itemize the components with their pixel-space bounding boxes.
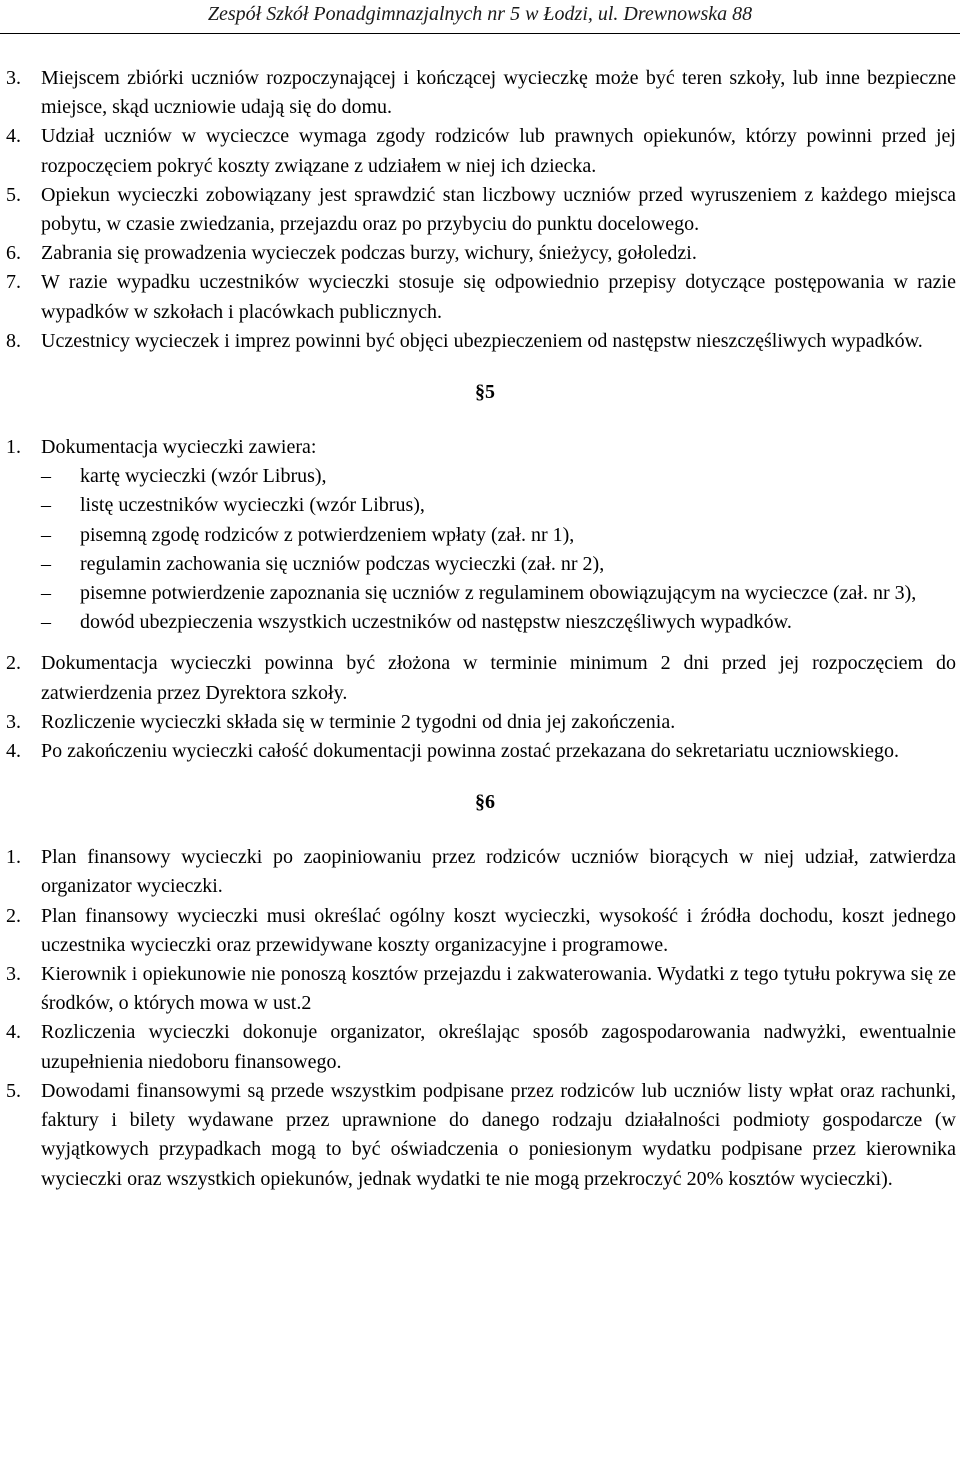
spacer bbox=[6, 637, 956, 649]
dash-list-item bbox=[6, 579, 956, 608]
dash-item-text: pisemną zgodę rodziców z potwierdzeniem wpłaty (zał. nr 1), bbox=[80, 523, 575, 546]
dash-bullet: – bbox=[41, 523, 51, 546]
list-item bbox=[6, 1077, 956, 1194]
item-number: 2. bbox=[6, 652, 21, 675]
item-number: 3. bbox=[6, 963, 21, 986]
spacer bbox=[6, 817, 956, 843]
item-text: Po zakończeniu wycieczki całość dokumentacji powinna zostać przekazana do sekretariatu uczniowskiego. bbox=[41, 740, 899, 763]
list-item bbox=[6, 708, 956, 737]
dash-item-text: kartę wycieczki (wzór Librus), bbox=[80, 465, 327, 488]
item-text: Plan finansowy wycieczki musi określać ogólny koszt wycieczki, wysokość i źródła dochodu, koszt jednego uczestnika wycieczki oraz przewidywane koszty organizacyjne i programowe. bbox=[41, 904, 956, 956]
item-text: Uczestnicy wycieczek i imprez powinni być objęci ubezpieczeniem od następstw nieszczęśliwych wypadków. bbox=[41, 329, 923, 352]
list-item bbox=[6, 1018, 956, 1076]
item-number: 5. bbox=[6, 183, 21, 206]
section-heading: §5 bbox=[475, 381, 495, 404]
list-item bbox=[6, 433, 956, 462]
item-number: 4. bbox=[6, 740, 21, 763]
dash-item-text: pisemne potwierdzenie zapoznania się uczniów z regulaminem obowiązującym na wycieczce (zał. nr 3), bbox=[80, 582, 917, 605]
item-number: 2. bbox=[6, 904, 21, 927]
dash-list-item bbox=[6, 462, 956, 491]
list-item bbox=[6, 122, 956, 180]
item-number: 3. bbox=[6, 67, 21, 89]
item-number: 1. bbox=[6, 846, 21, 869]
dash-list-item bbox=[6, 491, 956, 520]
dash-bullet: – bbox=[41, 465, 51, 488]
item-text: Dokumentacja wycieczki zawiera: bbox=[41, 436, 317, 459]
document-body bbox=[6, 64, 956, 1194]
item-number: 7. bbox=[6, 271, 21, 294]
dash-item-text: dowód ubezpieczenia wszystkich uczestników od następstw nieszczęśliwych wypadków. bbox=[80, 611, 792, 634]
dash-bullet: – bbox=[41, 552, 51, 575]
item-number: 8. bbox=[6, 329, 21, 352]
item-text: Miejscem zbiórki uczniów rozpoczynającej i kończącej wycieczkę może być teren szkoły, lub inne bezpieczne miejsce, skąd uczniowie udają się do domu. bbox=[41, 67, 956, 119]
item-text: Zabrania się prowadzenia wycieczek podczas burzy, wichury, śnieżycy, gołoledzi. bbox=[41, 242, 697, 265]
spacer bbox=[6, 766, 956, 787]
item-text: Plan finansowy wycieczki po zaopiniowaniu przez rodziców uczniów biorących w niej udział, zatwierdza organizator wycieczki. bbox=[41, 846, 956, 898]
list-item bbox=[6, 327, 956, 356]
list-item bbox=[6, 843, 956, 901]
dash-item-text: listę uczestników wycieczki (wzór Librus), bbox=[80, 494, 425, 517]
section-heading: §6 bbox=[475, 791, 495, 814]
list-item bbox=[6, 239, 956, 268]
header-rule bbox=[0, 33, 960, 34]
item-text: Rozliczenia wycieczki dokonuje organizator, określając sposób zagospodarowania nadwyżki, ewentualnie uzupełnienia niedoboru finansowego. bbox=[41, 1021, 956, 1073]
dash-bullet: – bbox=[41, 582, 51, 605]
dash-bullet: – bbox=[41, 611, 51, 634]
item-text: Rozliczenie wycieczki składa się w terminie 2 tygodni od dnia jej zakończenia. bbox=[41, 710, 676, 733]
list-item bbox=[6, 181, 956, 239]
spacer bbox=[6, 407, 956, 433]
item-number: 4. bbox=[6, 1021, 21, 1044]
item-text: W razie wypadku uczestników wycieczki stosuje się odpowiednio przepisy dotyczące postępowania w razie wypadków w szkołach i placówkach publicznych. bbox=[41, 271, 956, 323]
list-item bbox=[6, 902, 956, 960]
dash-bullet: – bbox=[41, 494, 51, 517]
list-item bbox=[6, 268, 956, 326]
item-text: Udział uczniów w wycieczce wymaga zgody rodziców lub prawnych opiekunów, którzy powinni przed jej rozpoczęciem pokryć koszty związane z udziałem w niej ich dziecka. bbox=[41, 125, 956, 177]
item-text: Dowodami finansowymi są przede wszystkim podpisane przez rodziców lub uczniów listy wpłat oraz rachunki, faktury i bilety wydawane przez uprawnione do danego rodzaju działalności podmioty gospodarcze (w wyjątkowych przypadkach mogą to być oświadczenia o poniesionym wydatku podpisane przez kierownika wycieczki oraz wszystkich opiekunów, jednak wydatki te nie mogą przekroczyć 20% kosztów wycieczki). bbox=[41, 1079, 956, 1190]
item-number: 5. bbox=[6, 1079, 21, 1102]
dash-list-item bbox=[6, 550, 956, 579]
dash-list-item bbox=[6, 521, 956, 550]
list-item bbox=[6, 64, 956, 122]
item-number: 3. bbox=[6, 710, 21, 733]
list-item bbox=[6, 649, 956, 707]
list-item bbox=[6, 960, 956, 1018]
page-header: Zespół Szkół Ponadgimnazjalnych nr 5 w Łodzi, ul. Drewnowska 88 bbox=[207, 3, 753, 25]
item-text: Dokumentacja wycieczki powinna być złożona w terminie minimum 2 dni przed jej rozpoczęciem do zatwierdzenia przez Dyrektora szkoły. bbox=[41, 652, 956, 704]
dash-list-item bbox=[6, 608, 956, 637]
item-number: 6. bbox=[6, 242, 21, 265]
item-number: 4. bbox=[6, 125, 21, 148]
spacer bbox=[6, 356, 956, 377]
item-number: 1. bbox=[6, 436, 21, 459]
item-text: Kierownik i opiekunowie nie ponoszą kosztów przejazdu i zakwaterowania. Wydatki z tego tytułu pokrywa się ze środków, o których mowa w ust.2 bbox=[41, 963, 956, 1015]
dash-item-text: regulamin zachowania się uczniów podczas wycieczki (zał. nr 2), bbox=[80, 552, 605, 575]
item-text: Opiekun wycieczki zobowiązany jest sprawdzić stan liczbowy uczniów przed wyruszeniem z każdego miejsca pobytu, w czasie zwiedzania, przejazdu oraz po przybyciu do punktu docelowego. bbox=[41, 183, 956, 236]
list-item bbox=[6, 737, 956, 766]
